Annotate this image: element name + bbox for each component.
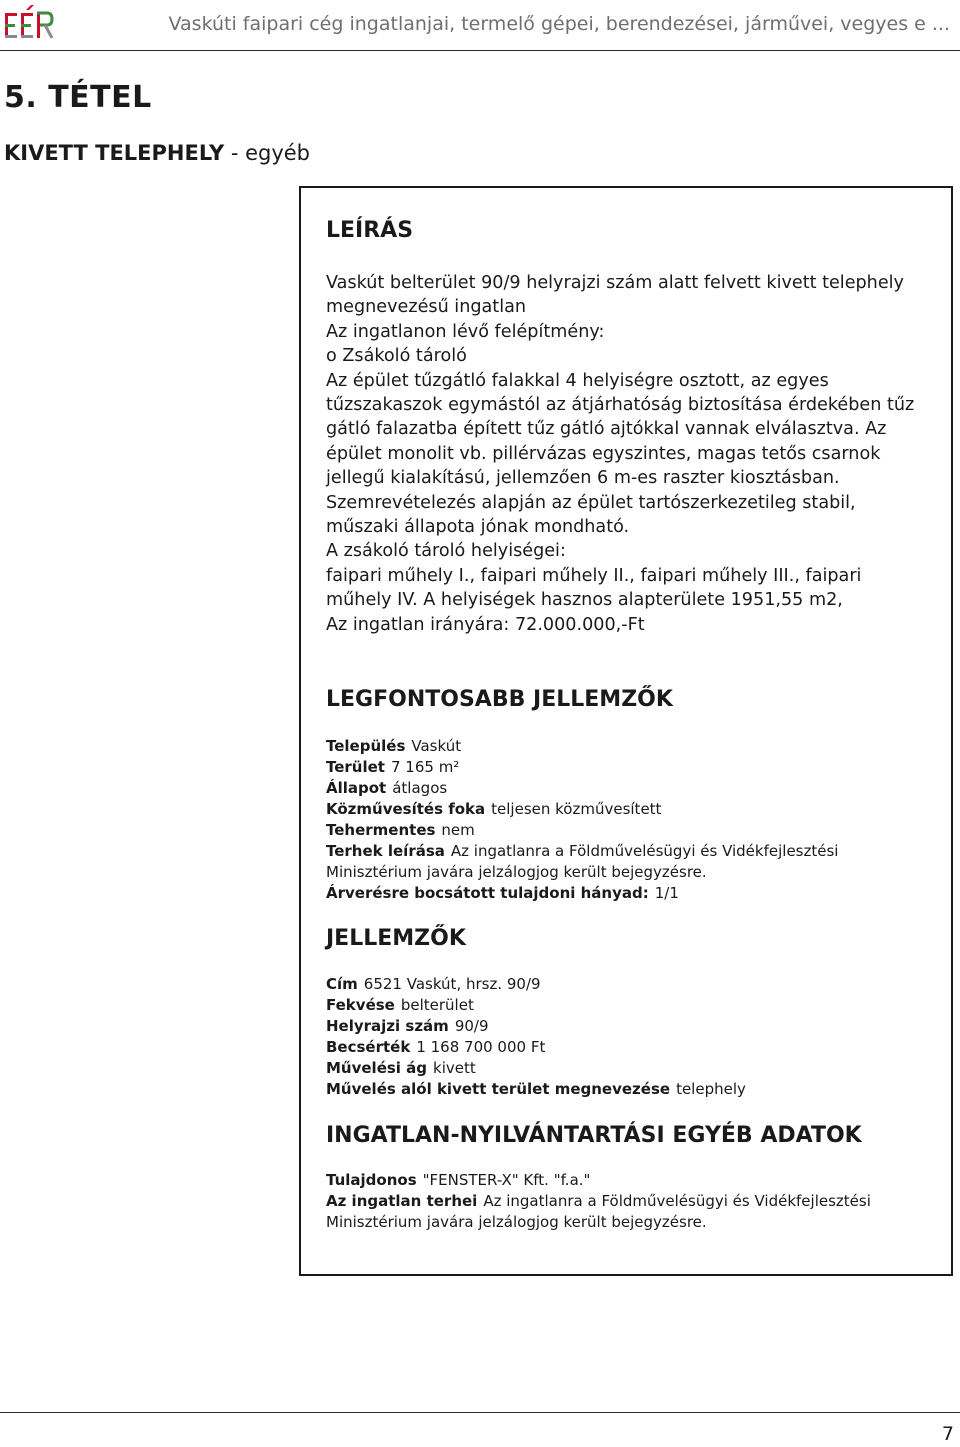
key-feature-value: Vaskút [411, 737, 462, 755]
key-feature-label: Állapot [326, 779, 387, 797]
feature-row [326, 1016, 926, 1037]
logo-letter-r [37, 13, 52, 38]
feature-value: kivett [433, 1059, 476, 1077]
feature-label: Becsérték [326, 1038, 411, 1056]
features-list [326, 974, 926, 1100]
registry-value: "FENSTER-X" Kft. "f.a." [422, 1171, 591, 1189]
key-feature-value: 1/1 [654, 884, 679, 902]
feature-value: 6521 Vaskút, hrsz. 90/9 [363, 975, 541, 993]
lot-type-sub: - egyéb [224, 141, 311, 165]
description-line: Az épület tűzgátló falakkal 4 helyiségre osztott, az egyes tűzszakaszok egymástól az átjárhatóság biztosítása érdekében tűz gátló falazatba épített tűz gátló ajtókkal vannak elválasztva. Az épület monolit vb. pillérvázas egyszintes, magas tetős csarnok jellegű kialakítású, jellemzően 6 m-es raszter kiosztásban. Szemrevételezés alapján az épület tartószerkezetileg stabil, műszaki állapota jónak mondható. [326, 370, 915, 538]
lot-number: 5. TÉTEL [4, 80, 152, 115]
header-divider [0, 50, 960, 51]
registry-row [326, 1191, 926, 1233]
description-line: A zsákoló tároló helyiségei: [326, 541, 566, 562]
key-feature-row [326, 799, 926, 820]
feature-value: telephely [676, 1080, 746, 1098]
key-feature-value: nem [441, 821, 475, 839]
registry-heading: INGATLAN-NYILVÁNTARTÁSI EGYÉB ADATOK [326, 1123, 862, 1148]
key-feature-row [326, 883, 926, 904]
feature-row [326, 974, 926, 995]
feature-row [326, 1058, 926, 1079]
feature-value: 90/9 [454, 1017, 489, 1035]
lot-type-main: KIVETT TELEPHELY [4, 141, 225, 165]
registry-row [326, 1170, 926, 1191]
key-feature-label: Közművesítés foka [326, 800, 486, 818]
footer-divider [0, 1412, 960, 1413]
description-line: Az ingatlan irányára: 72.000.000,-Ft [326, 614, 645, 635]
feature-value: 1 168 700 000 Ft [416, 1038, 546, 1056]
key-feature-value: Az ingatlanra a Földművelésügyi és Vidékfejlesztési Minisztérium javára jelzálogjog került bejegyzésre. [326, 842, 839, 881]
feature-label: Művelés alól kivett terület megnevezése [326, 1080, 671, 1098]
page-number: 7 [941, 1423, 954, 1445]
lot-type [4, 141, 310, 165]
eer-logo [4, 4, 54, 40]
key-feature-label: Árverésre bocsátott tulajdoni hányad: [326, 884, 649, 902]
key-feature-value: teljesen közművesített [491, 800, 662, 818]
key-feature-label: Tehermentes [326, 821, 436, 839]
key-feature-label: Terhek leírása [326, 842, 445, 860]
feature-label: Cím [326, 975, 358, 993]
key-feature-row [326, 778, 926, 799]
feature-row [326, 1037, 926, 1058]
registry-label: Tulajdonos [326, 1171, 417, 1189]
registry-list [326, 1170, 926, 1233]
features-heading: JELLEMZŐK [326, 926, 466, 951]
key-feature-label: Terület [326, 758, 385, 776]
key-features-list [326, 736, 926, 904]
feature-value: belterület [400, 996, 474, 1014]
key-feature-row [326, 757, 926, 778]
description-line: o Zsákoló tároló [326, 346, 467, 367]
logo-letter-e1 [5, 13, 17, 38]
key-feature-value: átlagos [392, 779, 448, 797]
logo-letter-e2 [21, 5, 34, 38]
description-heading: LEÍRÁS [326, 218, 414, 243]
feature-row [326, 995, 926, 1016]
feature-label: Helyrajzi szám [326, 1017, 449, 1035]
document-title: Vaskúti faipari cég ingatlanjai, termelő gépei, berendezései, járművei, vegyes e ... [168, 13, 950, 35]
key-feature-row [326, 820, 926, 841]
registry-label: Az ingatlan terhei [326, 1192, 478, 1210]
page-header [0, 0, 960, 52]
key-feature-row [326, 736, 926, 757]
description-text [326, 271, 926, 637]
description-line: Az ingatlanon lévő felépítmény: [326, 321, 605, 342]
description-line: Vaskút belterület 90/9 helyrajzi szám alatt felvett kivett telephely megnevezésű ingatlan [326, 273, 904, 318]
feature-label: Művelési ág [326, 1059, 428, 1077]
description-line: faipari műhely I., faipari műhely II., faipari műhely III., faipari műhely IV. A helyiségek hasznos alapterülete 1951,55 m2, [326, 565, 862, 611]
key-feature-value: 7 165 m² [390, 758, 460, 776]
key-feature-row [326, 841, 926, 883]
registry-value: Az ingatlanra a Földművelésügyi és Vidékfejlesztési Minisztérium javára jelzálogjog került bejegyzésre. [326, 1192, 871, 1231]
feature-row [326, 1079, 926, 1100]
feature-label: Fekvése [326, 996, 395, 1014]
key-feature-label: Település [326, 737, 406, 755]
key-features-heading: LEGFONTOSABB JELLEMZŐK [326, 687, 673, 712]
